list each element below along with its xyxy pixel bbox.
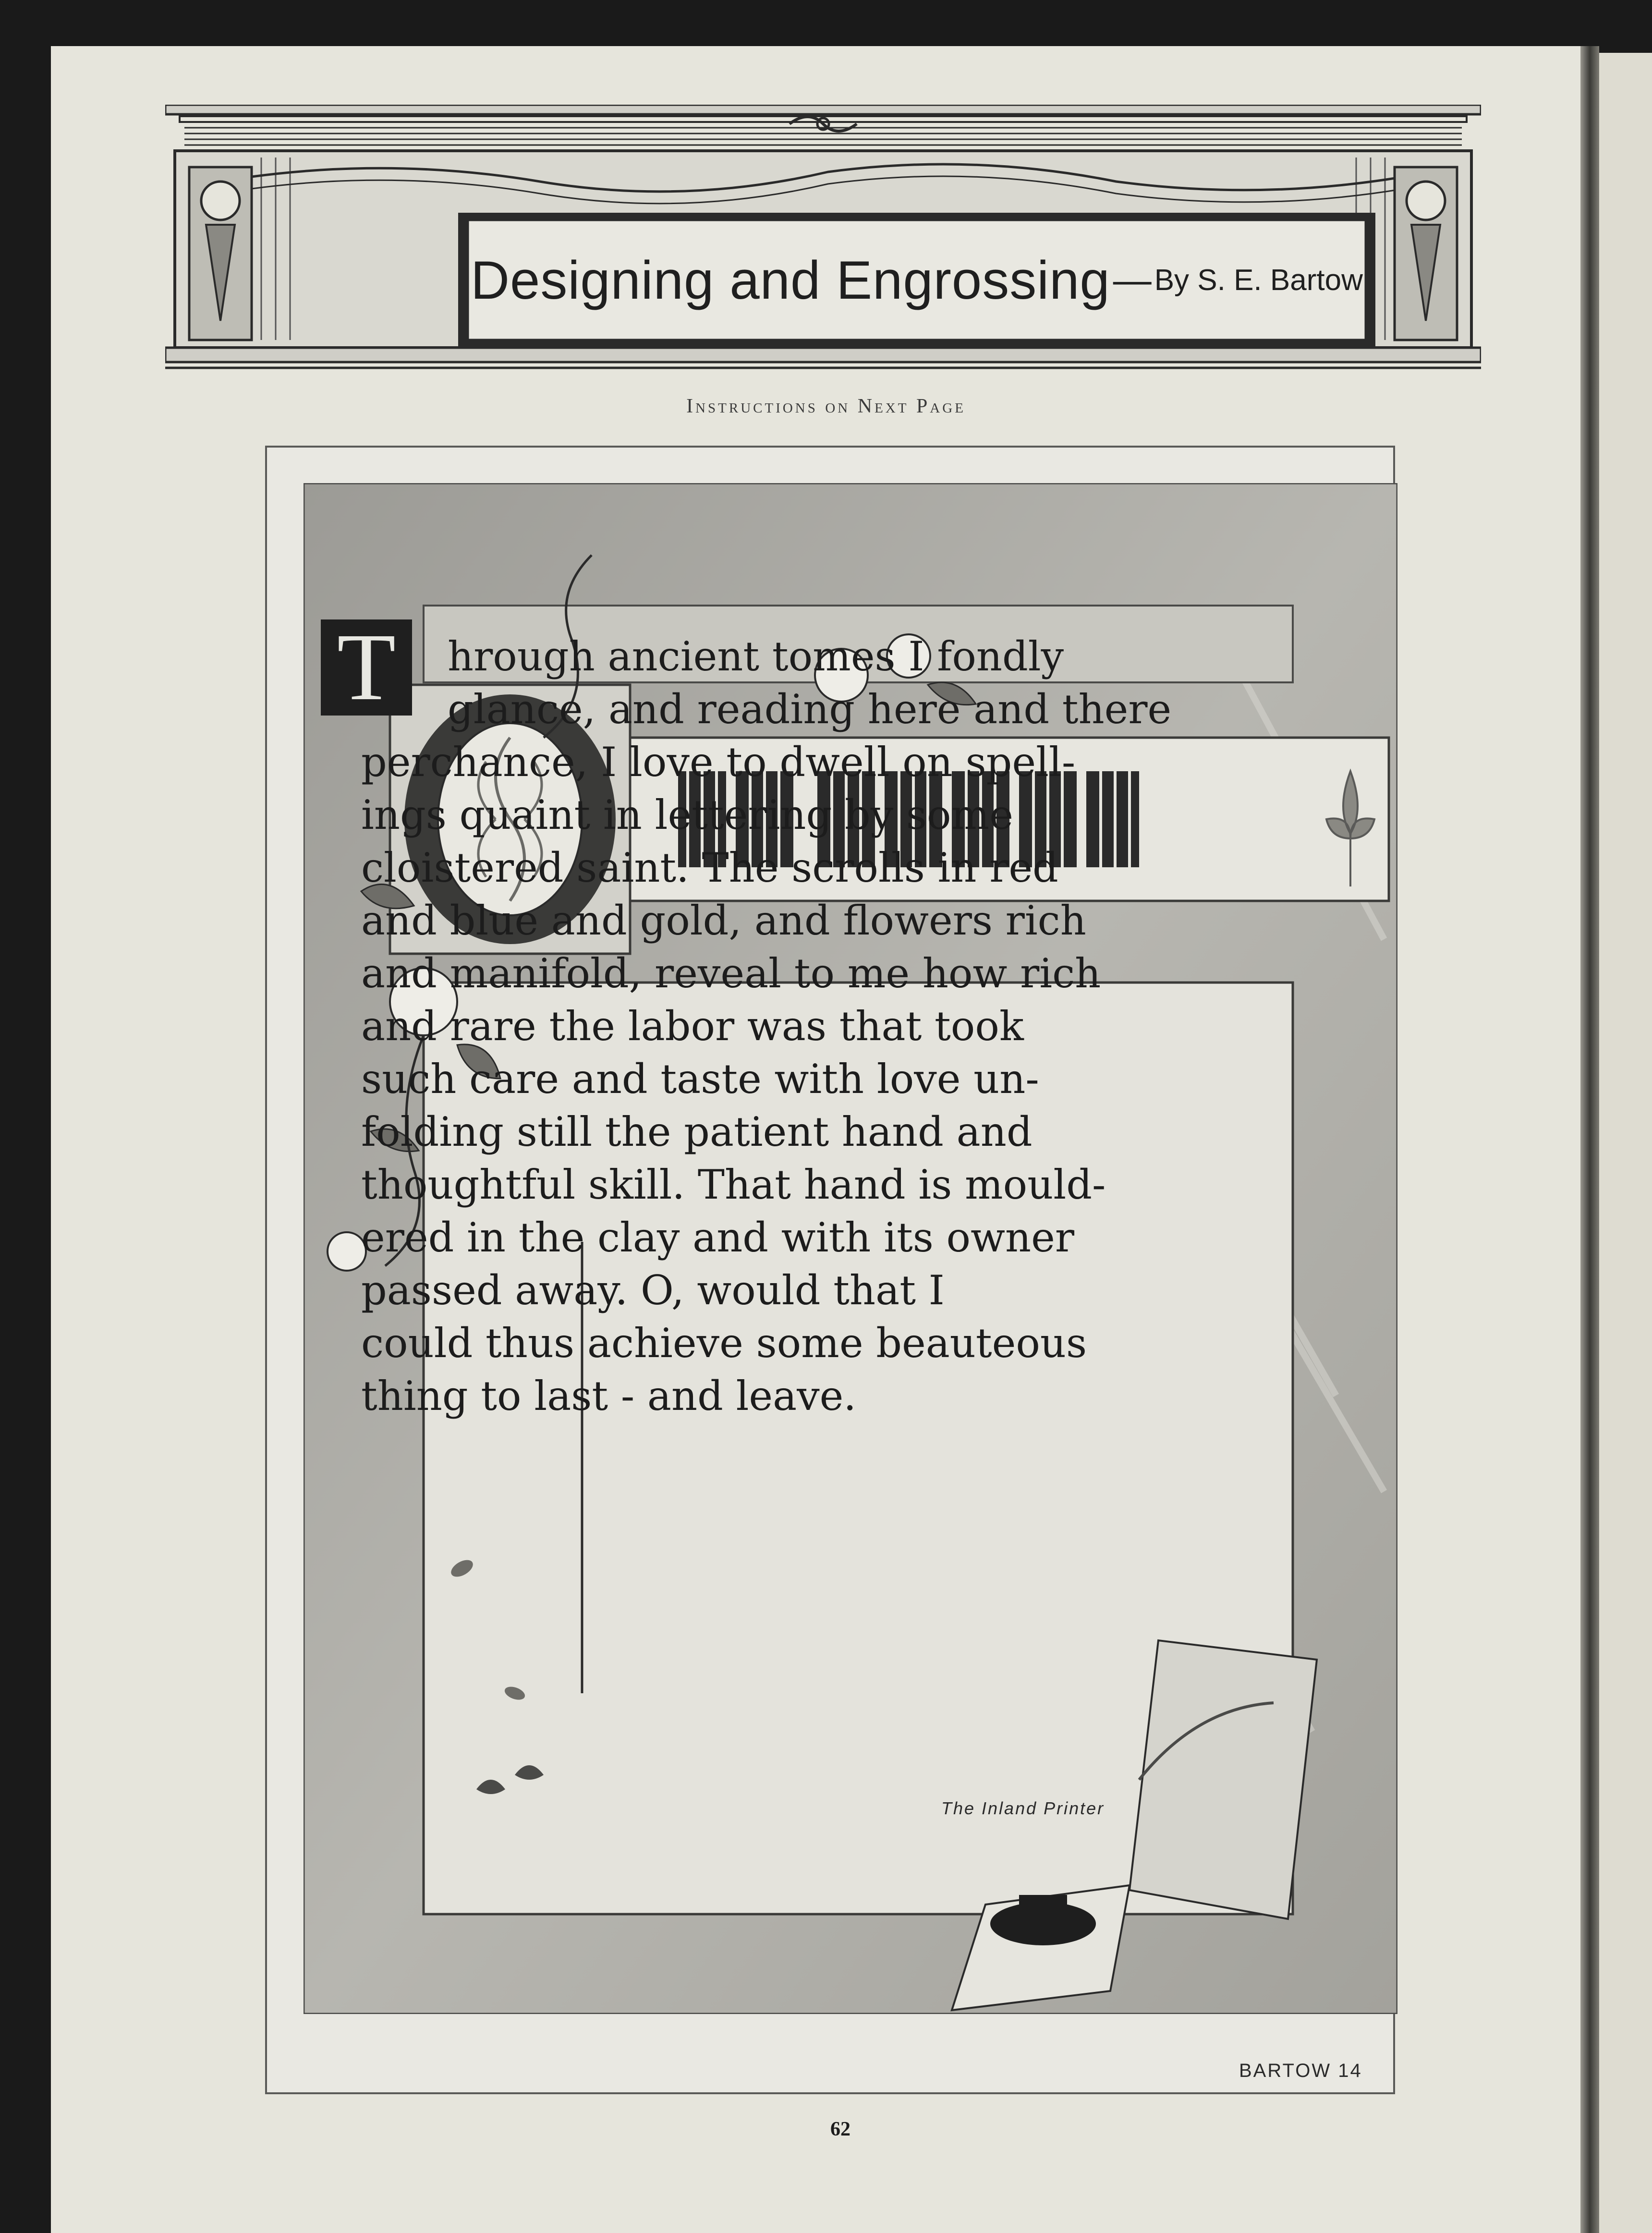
header-dash: — bbox=[1113, 258, 1152, 301]
poem-line: such care and taste with love un- bbox=[361, 1056, 1039, 1103]
header-byline: By S. E. Bartow bbox=[1154, 263, 1363, 297]
poem-line: could thus achieve some beauteous bbox=[361, 1320, 1087, 1367]
poem-line: and manifold, reveal to me how rich bbox=[361, 950, 1101, 997]
poem-line: cloistered saint. The scrolls in red bbox=[361, 844, 1058, 891]
page-number: 62 bbox=[830, 2118, 850, 2140]
book-gutter bbox=[1580, 46, 1599, 2233]
poem-text bbox=[361, 630, 1172, 1422]
poem-line: folding still the patient hand and bbox=[361, 1108, 1032, 1155]
header-title: Designing and Engrossing bbox=[471, 250, 1110, 310]
poem-line: thoughtful skill. That hand is mould- bbox=[361, 1161, 1106, 1208]
instructions-note: Instructions on Next Page bbox=[686, 395, 966, 417]
poem-line: and rare the labor was that took bbox=[361, 1003, 1024, 1050]
header-title-row bbox=[473, 225, 1361, 335]
poem-line: glance, and reading here and there bbox=[448, 686, 1172, 733]
poem-line: and blue and gold, and flowers rich bbox=[361, 897, 1086, 944]
poem-drop-cap: T bbox=[321, 619, 412, 716]
poem-line: ings quaint in lettering by some bbox=[361, 791, 1013, 838]
poem-line: perchance, I love to dwell on spell- bbox=[361, 739, 1076, 786]
artist-signature: BARTOW 14 bbox=[1239, 2060, 1362, 2081]
poem-line: passed away. O, would that I bbox=[361, 1267, 945, 1314]
poem-line: ered in the clay and with its owner bbox=[361, 1214, 1074, 1261]
poem-line: thing to last - and leave. bbox=[361, 1372, 857, 1420]
artwork-credit: The Inland Printer bbox=[941, 1798, 1105, 1818]
next-page-edge bbox=[1599, 53, 1652, 2233]
header-banner bbox=[165, 105, 1481, 372]
poem-line: hrough ancient tomes I fondly bbox=[448, 633, 1064, 680]
